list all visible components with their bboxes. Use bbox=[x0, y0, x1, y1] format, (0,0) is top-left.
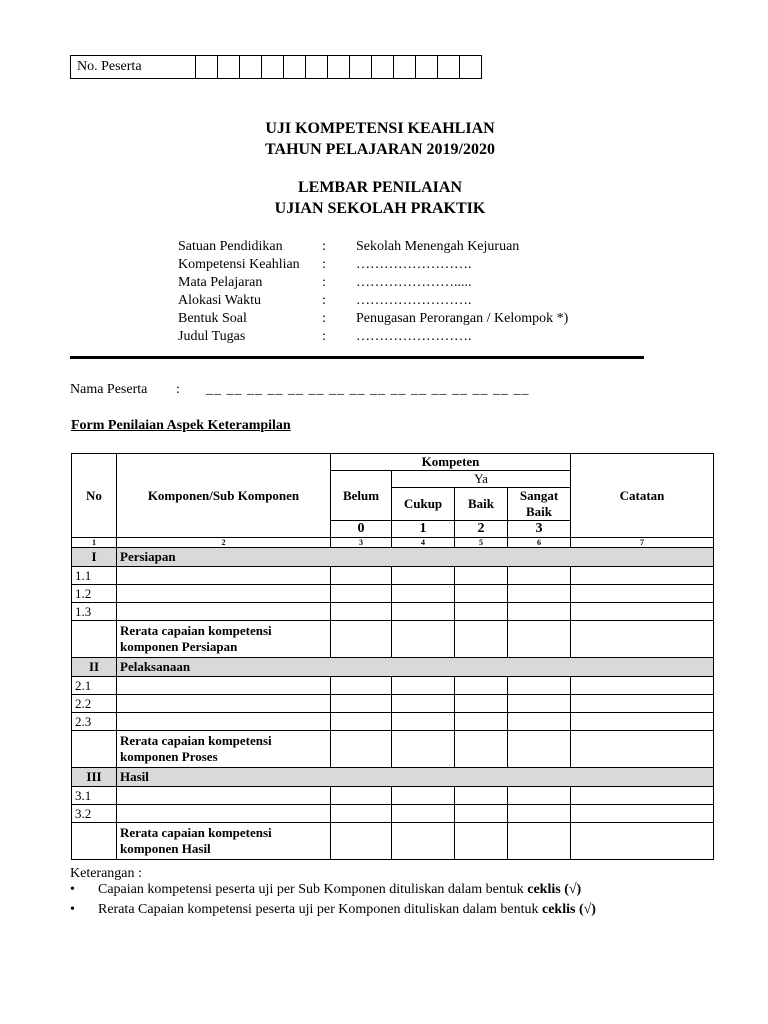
peserta-digit-cell[interactable] bbox=[306, 56, 328, 79]
table-row bbox=[72, 695, 714, 713]
info-key: Kompetensi Keahlian bbox=[178, 257, 300, 272]
sub-komponen-cell[interactable] bbox=[117, 603, 331, 621]
section-row bbox=[72, 658, 714, 677]
form-title: Form Penilaian Aspek Keterampilan bbox=[71, 418, 291, 433]
sangat-baik-cell[interactable] bbox=[508, 713, 571, 731]
info-sep: : bbox=[322, 293, 326, 308]
bullet-item bbox=[70, 882, 581, 898]
col-komponen-header: Komponen/Sub Komponen bbox=[117, 454, 331, 538]
info-key: Mata Pelajaran bbox=[178, 275, 263, 290]
catatan-cell[interactable] bbox=[571, 731, 714, 768]
score-0: 0 bbox=[331, 521, 392, 538]
col-cukup-header: Cukup bbox=[392, 488, 455, 521]
info-sep: : bbox=[322, 275, 326, 290]
info-block bbox=[178, 238, 568, 346]
nama-peserta-blank[interactable]: __ __ __ __ __ __ __ __ __ __ __ __ __ __ __ __ bbox=[206, 382, 530, 397]
sangat-baik-cell[interactable] bbox=[508, 603, 571, 621]
belum-cell[interactable] bbox=[331, 695, 392, 713]
section-row bbox=[72, 768, 714, 787]
assessment-table bbox=[71, 453, 714, 860]
sangat-baik-cell[interactable] bbox=[508, 621, 571, 658]
sub-number: 3.2 bbox=[72, 805, 117, 823]
section-number: I bbox=[72, 548, 117, 567]
table-row bbox=[72, 787, 714, 805]
column-number-row bbox=[72, 538, 714, 548]
section-row bbox=[72, 548, 714, 567]
sub-number: 1.2 bbox=[72, 585, 117, 603]
no-peserta-box bbox=[70, 55, 482, 79]
peserta-digit-cell[interactable] bbox=[460, 56, 482, 79]
avg-label-line: komponen Hasil bbox=[120, 841, 211, 856]
column-number: 5 bbox=[455, 538, 508, 548]
baik-cell[interactable] bbox=[455, 585, 508, 603]
avg-label-line: Rerata capaian kompetensi bbox=[120, 825, 272, 840]
sangat-label: Sangat bbox=[519, 488, 559, 503]
sub-komponen-cell[interactable] bbox=[117, 585, 331, 603]
cukup-cell[interactable] bbox=[392, 585, 455, 603]
peserta-digit-cell[interactable] bbox=[328, 56, 350, 79]
section-name: Hasil bbox=[117, 768, 714, 787]
baik-label: Baik bbox=[526, 504, 553, 519]
bullet-icon: • bbox=[70, 882, 75, 897]
title-line-1: UJI KOMPETENSI KEAHLIAN bbox=[265, 120, 495, 137]
section-name: Pelaksanaan bbox=[117, 658, 714, 677]
column-number: 7 bbox=[571, 538, 714, 548]
cukup-cell[interactable] bbox=[392, 823, 455, 860]
column-number: 2 bbox=[117, 538, 331, 548]
col-sangat-baik-header bbox=[508, 488, 571, 521]
baik-cell[interactable] bbox=[455, 787, 508, 805]
info-sep: : bbox=[322, 311, 326, 326]
column-number: 1 bbox=[72, 538, 117, 548]
avg-label bbox=[117, 823, 331, 860]
bullet-text-bold: ceklis (√) bbox=[542, 902, 596, 917]
title-line-4: UJIAN SEKOLAH PRAKTIK bbox=[274, 200, 486, 217]
sangat-baik-cell[interactable] bbox=[508, 823, 571, 860]
avg-label-line: Rerata capaian kompetensi bbox=[120, 733, 272, 748]
sangat-baik-cell[interactable] bbox=[508, 567, 571, 585]
sub-komponen-cell[interactable] bbox=[117, 567, 331, 585]
sub-komponen-cell[interactable] bbox=[117, 695, 331, 713]
info-key: Satuan Pendidikan bbox=[178, 239, 283, 254]
info-row bbox=[178, 292, 568, 310]
column-number: 4 bbox=[392, 538, 455, 548]
peserta-digit-cell[interactable] bbox=[240, 56, 262, 79]
avg-no-cell bbox=[72, 823, 117, 860]
peserta-digit-cell[interactable] bbox=[350, 56, 372, 79]
cukup-cell[interactable] bbox=[392, 731, 455, 768]
peserta-digit-cell[interactable] bbox=[394, 56, 416, 79]
bullet-item bbox=[70, 902, 596, 918]
sub-number: 1.3 bbox=[72, 603, 117, 621]
catatan-cell[interactable] bbox=[571, 567, 714, 585]
belum-cell[interactable] bbox=[331, 713, 392, 731]
belum-cell[interactable] bbox=[331, 823, 392, 860]
info-row bbox=[178, 328, 568, 346]
sub-komponen-cell[interactable] bbox=[117, 713, 331, 731]
catatan-cell[interactable] bbox=[571, 805, 714, 823]
avg-label-line: komponen Persiapan bbox=[120, 639, 238, 654]
sub-number: 3.1 bbox=[72, 787, 117, 805]
baik-cell[interactable] bbox=[455, 603, 508, 621]
peserta-digit-cell[interactable] bbox=[218, 56, 240, 79]
avg-label bbox=[117, 731, 331, 768]
peserta-digit-cell[interactable] bbox=[284, 56, 306, 79]
catatan-cell[interactable] bbox=[571, 787, 714, 805]
info-key: Judul Tugas bbox=[178, 329, 246, 344]
info-value: Penugasan Perorangan / Kelompok *) bbox=[356, 311, 569, 326]
sub-number: 1.1 bbox=[72, 567, 117, 585]
table-row bbox=[72, 603, 714, 621]
info-sep: : bbox=[322, 329, 326, 344]
bullet-text-bold: ceklis (√) bbox=[527, 882, 582, 897]
baik-cell[interactable] bbox=[455, 823, 508, 860]
belum-cell[interactable] bbox=[331, 603, 392, 621]
section-name: Persiapan bbox=[117, 548, 714, 567]
table-row bbox=[72, 805, 714, 823]
sub-number: 2.1 bbox=[72, 677, 117, 695]
catatan-cell[interactable] bbox=[571, 621, 714, 658]
cukup-cell[interactable] bbox=[392, 603, 455, 621]
avg-label bbox=[117, 621, 331, 658]
section-number: II bbox=[72, 658, 117, 677]
average-row bbox=[72, 823, 714, 860]
sub-komponen-cell[interactable] bbox=[117, 677, 331, 695]
baik-cell[interactable] bbox=[455, 567, 508, 585]
table-row bbox=[72, 585, 714, 603]
divider-rule bbox=[70, 356, 644, 359]
info-row bbox=[178, 274, 568, 292]
catatan-cell[interactable] bbox=[571, 677, 714, 695]
sub-number: 2.2 bbox=[72, 695, 117, 713]
baik-cell[interactable] bbox=[455, 621, 508, 658]
cukup-cell[interactable] bbox=[392, 621, 455, 658]
peserta-digit-cell[interactable] bbox=[416, 56, 438, 79]
catatan-cell[interactable] bbox=[571, 823, 714, 860]
section-number: III bbox=[72, 768, 117, 787]
col-catatan-header: Catatan bbox=[571, 454, 714, 538]
sangat-baik-cell[interactable] bbox=[508, 805, 571, 823]
baik-cell[interactable] bbox=[455, 677, 508, 695]
bullet-icon: • bbox=[70, 902, 75, 917]
nama-peserta-sep: : bbox=[176, 382, 180, 397]
cukup-cell[interactable] bbox=[392, 787, 455, 805]
info-sep: : bbox=[322, 239, 326, 254]
bullet-text bbox=[98, 902, 596, 918]
bullet-text-regular: Rerata Capaian kompetensi peserta uji per Komponen dituliskan dalam bentuk bbox=[98, 902, 542, 917]
average-row bbox=[72, 731, 714, 768]
info-row bbox=[178, 256, 568, 274]
score-1: 1 bbox=[392, 521, 455, 538]
sub-komponen-cell[interactable] bbox=[117, 805, 331, 823]
info-sep: : bbox=[322, 257, 326, 272]
belum-cell[interactable] bbox=[331, 731, 392, 768]
baik-cell[interactable] bbox=[455, 713, 508, 731]
belum-cell[interactable] bbox=[331, 787, 392, 805]
belum-cell[interactable] bbox=[331, 567, 392, 585]
peserta-digit-cell[interactable] bbox=[196, 56, 218, 79]
catatan-cell[interactable] bbox=[571, 695, 714, 713]
peserta-digit-cell[interactable] bbox=[372, 56, 394, 79]
peserta-digit-cell[interactable] bbox=[262, 56, 284, 79]
col-kompeten-header: Kompeten bbox=[331, 454, 571, 471]
info-value[interactable]: …………………..... bbox=[356, 275, 472, 290]
info-value[interactable]: ……………………. bbox=[356, 329, 472, 344]
sub-komponen-cell[interactable] bbox=[117, 787, 331, 805]
sangat-baik-cell[interactable] bbox=[508, 695, 571, 713]
column-number: 3 bbox=[331, 538, 392, 548]
baik-cell[interactable] bbox=[455, 695, 508, 713]
info-key: Bentuk Soal bbox=[178, 311, 247, 326]
cukup-cell[interactable] bbox=[392, 713, 455, 731]
cukup-cell[interactable] bbox=[392, 695, 455, 713]
info-row bbox=[178, 310, 568, 328]
table-header-row bbox=[72, 454, 714, 471]
table-row bbox=[72, 567, 714, 585]
nama-peserta-label: Nama Peserta bbox=[70, 382, 148, 397]
no-peserta-label: No. Peserta bbox=[71, 56, 196, 79]
keterangan-label: Keterangan : bbox=[70, 866, 142, 881]
cukup-cell[interactable] bbox=[392, 567, 455, 585]
col-belum-header: Belum bbox=[331, 471, 392, 521]
sangat-baik-cell[interactable] bbox=[508, 731, 571, 768]
info-key: Alokasi Waktu bbox=[178, 293, 261, 308]
belum-cell[interactable] bbox=[331, 677, 392, 695]
baik-cell[interactable] bbox=[455, 731, 508, 768]
belum-cell[interactable] bbox=[331, 805, 392, 823]
avg-no-cell bbox=[72, 621, 117, 658]
sub-number: 2.3 bbox=[72, 713, 117, 731]
avg-label-line: komponen Proses bbox=[120, 749, 218, 764]
catatan-cell[interactable] bbox=[571, 713, 714, 731]
catatan-cell[interactable] bbox=[571, 603, 714, 621]
cukup-cell[interactable] bbox=[392, 805, 455, 823]
nama-peserta-row bbox=[70, 382, 530, 398]
belum-cell[interactable] bbox=[331, 621, 392, 658]
score-2: 2 bbox=[455, 521, 508, 538]
title-line-3: LEMBAR PENILAIAN bbox=[297, 179, 462, 196]
col-ya-header: Ya bbox=[392, 471, 571, 488]
belum-cell[interactable] bbox=[331, 585, 392, 603]
sangat-baik-cell[interactable] bbox=[508, 677, 571, 695]
table-row bbox=[72, 677, 714, 695]
title-line-2: TAHUN PELAJARAN 2019/2020 bbox=[265, 141, 495, 158]
bullet-text-regular: Capaian kompetensi peserta uji per Sub Komponen dituliskan dalam bentuk bbox=[98, 882, 528, 897]
sangat-baik-cell[interactable] bbox=[508, 585, 571, 603]
info-row bbox=[178, 238, 568, 256]
info-value[interactable]: ……………………. bbox=[356, 293, 472, 308]
column-number: 6 bbox=[508, 538, 571, 548]
baik-cell[interactable] bbox=[455, 805, 508, 823]
peserta-digit-cell[interactable] bbox=[438, 56, 460, 79]
sangat-baik-cell[interactable] bbox=[508, 787, 571, 805]
table-row bbox=[72, 713, 714, 731]
info-value[interactable]: ……………………. bbox=[356, 257, 472, 272]
bullet-text bbox=[98, 882, 581, 898]
avg-no-cell bbox=[72, 731, 117, 768]
col-baik-header: Baik bbox=[455, 488, 508, 521]
info-value: Sekolah Menengah Kejuruan bbox=[356, 239, 520, 254]
catatan-cell[interactable] bbox=[571, 585, 714, 603]
cukup-cell[interactable] bbox=[392, 677, 455, 695]
avg-label-line: Rerata capaian kompetensi bbox=[120, 623, 272, 638]
col-no-header: No bbox=[72, 454, 117, 538]
score-3: 3 bbox=[508, 521, 571, 538]
average-row bbox=[72, 621, 714, 658]
